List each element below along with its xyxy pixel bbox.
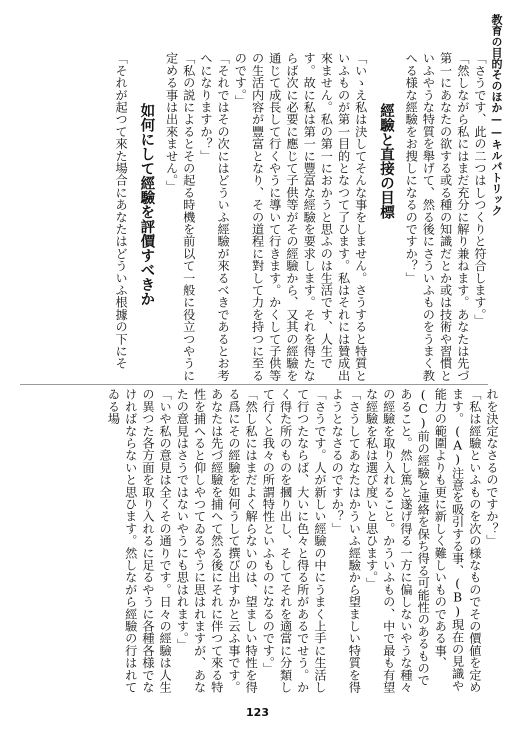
paragraph: れを決定なさるのですか？」 (485, 388, 499, 547)
paragraph: 「私の説によるとその起る時機を前以て一般に役立つやうに定める事は出來ません。」 (164, 52, 196, 382)
page-number: 123 (246, 706, 269, 719)
running-header: 教育の目的そのほか——キルパトリック (490, 14, 503, 216)
lower-text-block (28, 388, 500, 696)
paragraph: 「然しながら私にはまだ充分に解り兼ねます。あなたは先づ第一にあなたの欲する或る種の知識だとか或は技術や習慣といふやうな特質を舉げて、然る後にさういふものをうまく教へる様な經驗をお搜しになるのですか？」 (404, 52, 470, 382)
paragraph: 「然し私にはまだよく解らないのは、望ましい特性を得る爲にその經驗を如何うして撰び出すかと云ふ事です。あなたは先づ經驗を捕へて然る後にそれに伴つて來る特性を捕へると仰しやつてゐるやうに思はれますが、あなたの意見はさうではないやうにも思はれます。」 (175, 388, 259, 693)
paragraph: 「いゝえ私は決してそんな事をしません。さうすると特質といふものが第一目的となつて了ひます。私はそれには贊成出來ません。私の第一におかうと思ふのは生活です、人生です。故に私は第一に豐富な經驗を要求します。それを得たならば次に必要に應じて子供等がその經驗から、又其の經驗を通じて成長して行くやうに導いて行きます。かくして子供等の生活内容が豐富となり、その道程に對して力を持つに至るのです。」 (233, 52, 368, 382)
paragraph: 「私は經驗といふものを次の様なものでその價値を定めます。(A)注意を吸引する事、(B)現在の見識や能力の範圍よりも更に新しく難しいものである事、(C)前の經驗と連絡を保ち得る可能性のあるものであること。然し篤と遂げ得る一方に偏しないやうな種々の經驗を取り入れること。かういふもの、中で最も有望な經驗を私は選び度いと思ひます。」 (364, 388, 482, 693)
section-heading: 經驗と直接の目標 (377, 102, 394, 219)
upper-text-block (28, 52, 488, 382)
paragraph: 「さうです。人が新しい經驗の中にうまく上手に生活して行つたならば、大いに色々と得る所があるでせう。かく得た所のものを摑り出し、そしてそれを適當に分類して行くと我々の所謂特性といふものになるのです。」 (261, 388, 327, 693)
block-divider (20, 384, 488, 385)
section-heading: 如何にして經驗を評價すべきか (138, 102, 155, 306)
paragraph: 「それではその次にはどういふ經驗が來るべきであるとお考へになりますか？」 (198, 52, 231, 382)
paragraph: 「いや私の意見は全くその通りです。日々の經驗は人生の異つた各方面を取り入れるに足るやうに各種各様でなければならないと思ひます。然しながら經驗の行はれてゐる場 (106, 388, 173, 693)
paragraph: 「それが起つて來た場合にあなたはどういふ根據の下にそ (114, 52, 129, 370)
paragraph: 「さうです、此の二つはしつくりと符合します。」 (473, 52, 487, 327)
paragraph: 「さうしてあなたはかういふ經驗から望ましい特質を得ようとなさるのですか？」 (330, 388, 362, 693)
